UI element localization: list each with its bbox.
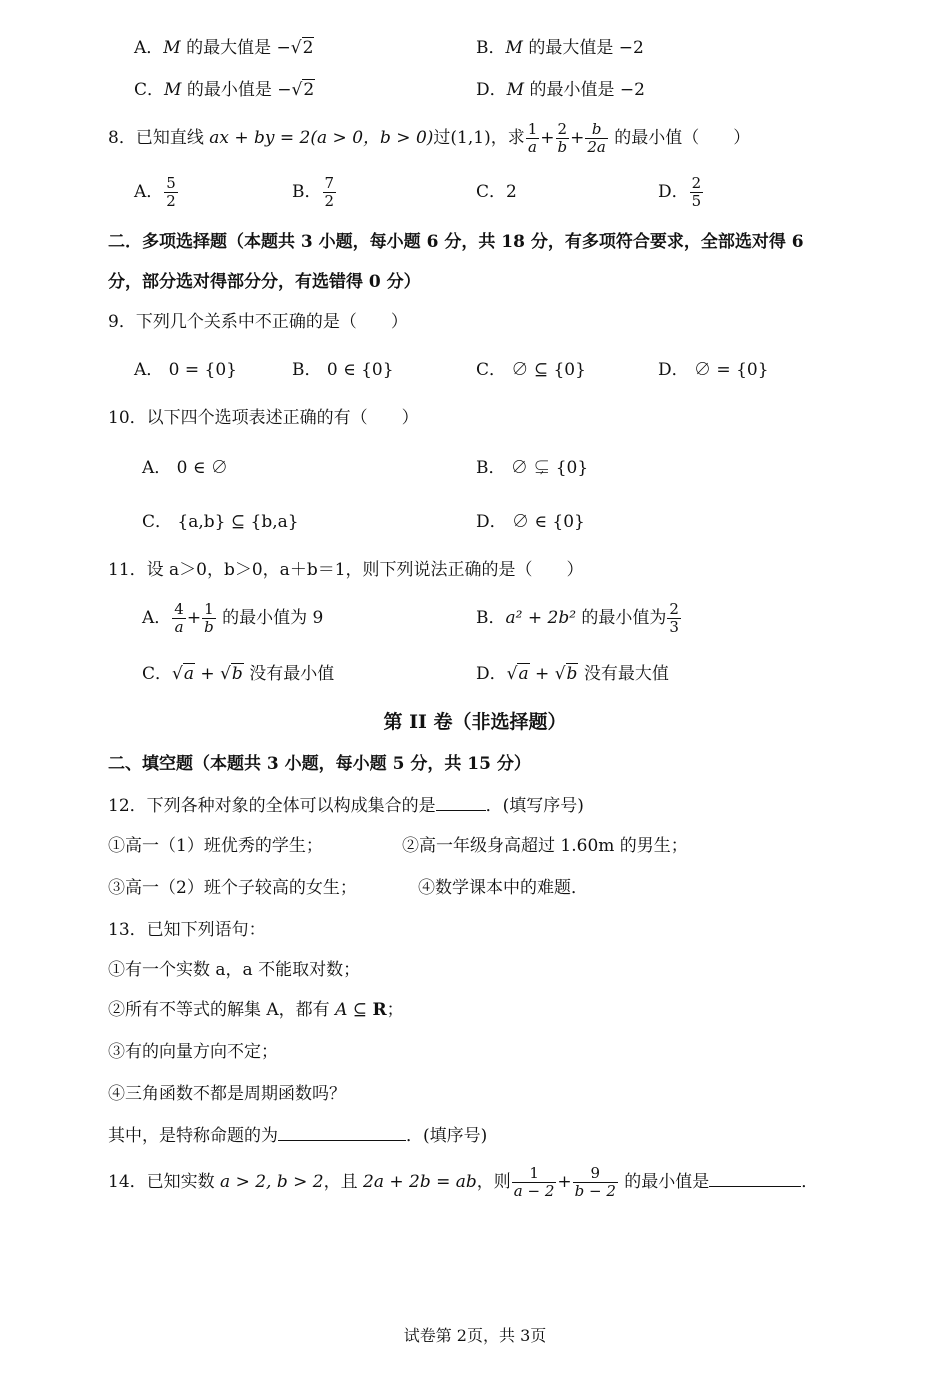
stem-text: ．(填序号) [406,1126,488,1146]
q8-option-a [134,172,179,212]
denominator: 5 [691,192,702,210]
equation: 2a + 2b = ab [363,1172,477,1192]
q10-stem: 10．以下四个选项表述正确的有（ ） [108,408,419,428]
denominator: a [528,138,537,156]
radicand: 2 [302,38,314,58]
q10-option-b: B． ∅ ⊊ {0} [476,458,589,478]
option-value: 2 [506,182,517,202]
plus-sign: + [570,128,585,148]
q7-option-d [476,78,645,102]
section-heading-fill: 二、填空题（本题共 3 小题，每小题 5 分，共 15 分） [108,754,531,774]
q7-option-c [134,78,315,102]
q9-option-a: A． 0 = {0} [134,360,237,380]
radicand: a [183,664,194,684]
condition: a > 2, b > 2 [220,1172,324,1192]
q13-item-2 [108,998,404,1022]
q9-option-d: D． ∅ = {0} [658,360,769,380]
denominator: b [204,618,214,636]
radicand: 2 [303,80,315,100]
stem-text: 过 [433,128,451,148]
option-text: 的最小值为 9 [216,608,324,628]
q14-stem [108,1160,818,1204]
q12-item-2: ②高一年级身高超过 1.60m 的男生； [402,836,688,856]
condition: (a > 0，b > 0) [310,128,434,148]
q13-item-4: ④三角函数不都是周期函数吗？ [108,1084,346,1104]
numerator: 2 [669,600,679,618]
fraction [667,601,681,636]
sqrt-expr: √b [220,664,243,684]
stem-text: ． [801,1172,819,1192]
stem-text: ； [386,1000,404,1020]
plus-sign: + [186,608,202,628]
plus-sign: + [557,1172,572,1192]
section-heading-multi: 二．多项选择题（本题共 3 小题，每小题 6 分，共 18 分，有多项符合要求，全部选对得 6 [108,232,804,252]
option-text: 的最大值是 [522,38,619,58]
plus-sign: + [529,664,555,684]
option-var: M [164,80,182,100]
fraction [556,121,570,156]
part2-title: 第 II 卷（非选择题） [383,711,567,733]
denominator: b [557,138,568,156]
option-text: 没有最大值 [578,664,669,684]
q8-option-d [658,172,704,212]
q13-answer [108,1122,487,1148]
fraction [202,601,216,636]
numerator: 1 [202,601,216,619]
question-number: 8． [108,128,136,148]
numerator: 2 [691,174,702,192]
option-text: 的最大值是 [180,38,277,58]
numerator: 2 [556,121,570,139]
q12-item-3: ③高一（2）班个子较高的女生； [108,878,357,898]
q12-item-1: ①高一（1）班优秀的学生； [108,836,323,856]
option-var: M [505,38,523,58]
q8-option-b [292,172,337,212]
numerator: b [585,121,608,139]
option-math: a² + 2b² [505,608,577,628]
option-text: 没有最小值 [243,664,335,684]
q11-option-c [142,662,334,686]
denominator: 3 [669,618,679,636]
answer-blank[interactable] [278,1122,406,1141]
option-label: D． [476,664,507,684]
sqrt-expr: √2 [290,38,314,58]
option-label: D． [658,182,689,202]
sqrt-expr: √a [506,664,529,684]
option-label: B． [476,38,506,58]
option-label: C． [142,664,173,684]
stem-text: 其中，是特称命题的为 [108,1126,278,1146]
denominator: b − 2 [574,1182,616,1200]
numerator: 5 [166,174,176,192]
subset-expr: A ⊆ [335,1000,373,1020]
option-label: B． [476,608,506,628]
option-text: 的最小值是 [181,80,278,100]
page-footer: 试卷第 2页，共 3页 [403,1326,547,1345]
numerator: 1 [512,1165,557,1183]
point: (1,1) [450,128,491,148]
q7-option-b [476,36,644,60]
stem-text: 12．下列各种对象的全体可以构成集合的是 [108,796,436,816]
option-math: −2 [618,38,644,58]
numerator: 1 [527,120,538,138]
q11-stem: 11．设 a＞0，b＞0，a＋b＝1，则下列说法正确的是（ ） [108,560,584,580]
denominator: 2 [166,192,176,210]
denominator: a [174,618,184,636]
q10-option-c: C． {a,b} ⊆ {b,a} [142,512,299,532]
option-var: M [506,80,525,100]
option-text: 的最小值为 [576,608,667,628]
q11-option-a [142,598,323,638]
fraction [512,1165,557,1200]
option-var: M [163,38,181,58]
q10-option-a: A． 0 ∈ ∅ [142,458,228,478]
option-label: C． [134,80,165,100]
q13-item-1: ①有一个实数 a，a 不能取对数； [108,960,361,980]
stem-text: ，且 [323,1172,364,1192]
sqrt-expr: √b [554,664,578,684]
q12-stem [108,792,584,818]
minus-sign: − [277,80,292,100]
denominator: 2 [324,192,335,210]
q8-stem [108,120,750,156]
stem-text: ②所有不等式的解集 A，都有 [108,1000,336,1020]
option-label: D． [476,80,507,100]
q7-option-a [134,36,314,60]
numerator: 4 [174,600,184,618]
stem-text: 的最小值是 [618,1172,710,1192]
q10-option-d: D． ∅ ∈ {0} [476,512,585,532]
numerator: 9 [573,1165,618,1183]
denominator: a − 2 [513,1182,555,1200]
radicand: b [566,664,578,684]
fraction [323,175,337,210]
stem-text: ，求 [490,128,525,148]
stem-text: 14．已知实数 [108,1172,221,1192]
sqrt-expr: √a [172,664,194,684]
plus-sign: + [540,128,555,148]
sqrt-expr: √2 [291,80,315,100]
option-label: B． [292,182,322,202]
q9-option-b: B． 0 ∈ {0} [292,360,394,380]
q11-option-b [476,598,682,638]
radicand: b [231,664,243,684]
fraction [526,121,540,156]
q9-stem: 9．下列几个关系中不正确的是（ ） [108,312,408,332]
fraction [573,1165,618,1200]
stem-text: ．(填写序号) [485,796,584,816]
option-label: A． [134,38,164,58]
answer-blank[interactable] [709,1168,801,1187]
numerator: 7 [324,174,335,192]
q11-option-d [476,662,669,686]
stem-text: 的最小值（ ） [608,128,751,148]
option-label: C． [476,182,507,202]
fraction [690,175,704,210]
stem-text: ，则 [476,1172,511,1192]
fraction [164,175,178,210]
q12-item-4: ④数学课本中的难题． [418,878,588,898]
option-text: 的最小值是 [524,80,620,100]
fraction [585,121,608,156]
q13-item-3: ③有的向量方向不定； [108,1042,278,1062]
fraction [172,601,186,636]
option-label: A． [134,182,164,202]
q9-option-c: C． ∅ ⊆ {0} [476,360,586,380]
stem-text: 已知直线 [135,128,210,148]
plus-sign: + [195,664,221,684]
q8-option-c [476,180,517,204]
line-equation: ax + by = 2 [209,128,311,148]
answer-blank[interactable] [436,792,486,811]
section-heading-multi-cont: 分，部分选对得部分分，有选错得 0 分） [108,272,421,292]
q13-stem: 13．已知下列语句： [108,920,266,940]
option-math: −2 [619,80,645,100]
minus-sign: − [276,38,291,58]
real-set: R [372,1000,387,1020]
option-label: A． [142,608,172,628]
denominator: 2a [587,138,606,156]
radicand: a [518,664,529,684]
